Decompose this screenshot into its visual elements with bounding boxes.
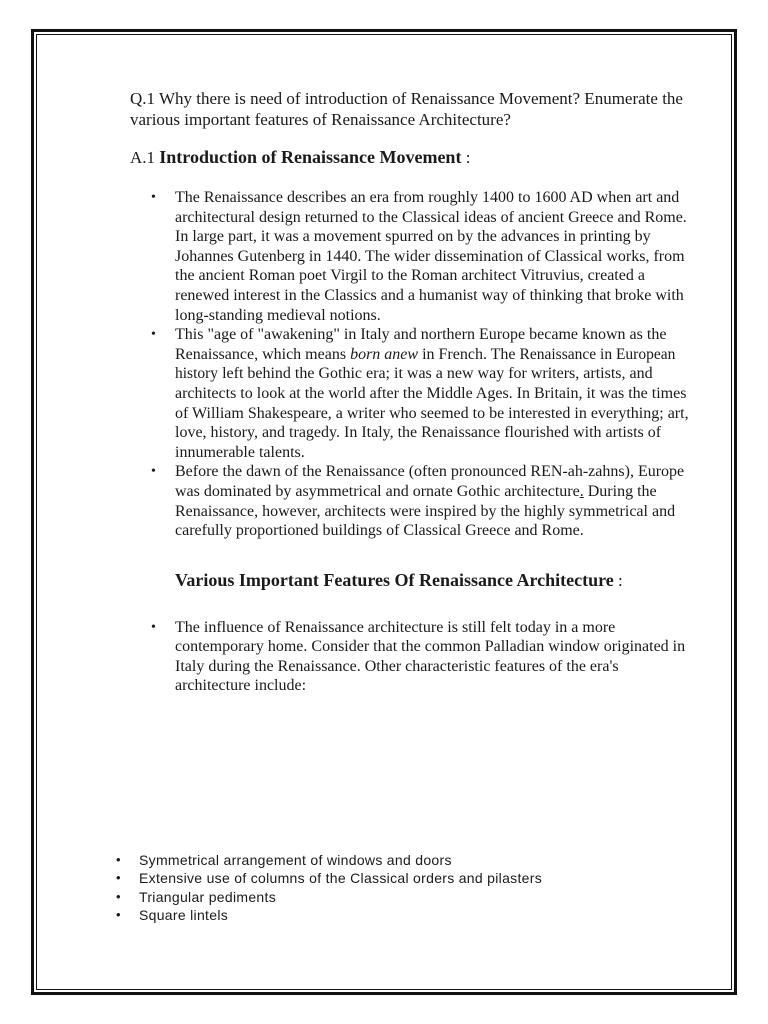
answer-prefix: A.1 — [130, 148, 160, 167]
list-item — [151, 462, 690, 540]
question-text: Q.1 Why there is need of introduction of Renaissance Movement? Enumerate the various important features of Renaissance Architecture? — [130, 89, 683, 129]
features-list — [116, 851, 542, 924]
bullet-icon: • — [116, 906, 121, 922]
bullet-text: in French. The — [418, 345, 520, 363]
bullet-icon: • — [116, 870, 121, 886]
list-item — [151, 325, 690, 462]
list-item — [151, 618, 690, 696]
bullet-text: During the Renaissance, however, architects were inspired by the highly symmetrical and carefully proportioned buildings of — [175, 482, 676, 540]
features-title: Various Important Features Of Renaissance Architecture — [175, 569, 614, 590]
list-item — [116, 906, 542, 924]
list-item — [116, 888, 542, 906]
list-item — [116, 851, 542, 869]
features-suffix: : — [613, 570, 623, 590]
bullet-icon: • — [151, 464, 156, 480]
link-renaissance-history[interactable]: Renaissance in European history — [175, 345, 676, 383]
bullet-text: The Renaissance describes an era from roughly 1400 to 1600 AD when art and architectural design returned to the Classical ideas of ancient Greece and Rome. In large part, it was a movement spurred on by the advances in printing by Johannes Gutenberg in 1440. The wider dissemination of Classical works, from the ancient Roman poet Virgil to the Roman architect Vitruvius, created a renewed interest in the Classics and a humanist way of thinking that broke with long-standing medieval notions. — [175, 189, 687, 324]
features-heading — [175, 569, 690, 592]
answer-heading — [130, 147, 690, 168]
bullet-icon: • — [151, 619, 156, 635]
list-item — [151, 188, 690, 325]
feature-text: Triangular pediments — [139, 888, 276, 905]
link-shakespeare[interactable]: times of William Shakespeare — [175, 384, 687, 422]
link-classical-greece-rome[interactable]: Classical Greece and Rome. — [403, 522, 584, 540]
bullet-text: left behind the Gothic era; it was a new way for writers, artists, and architects to look at the world after the Middle Ages. In Britain, it was the — [175, 365, 653, 402]
answer-suffix: : — [461, 148, 471, 167]
underlined-dot: . — [579, 482, 584, 500]
feature-text: Square lintels — [139, 906, 229, 923]
document-body — [130, 88, 690, 696]
features-lead-list — [130, 618, 690, 696]
intro-bullet-list — [130, 188, 690, 541]
bullet-text: This "age of "awakening" in Italy and northern Europe became known as the Renaissance, which means — [175, 326, 667, 363]
bullet-icon: • — [116, 888, 121, 904]
bullet-icon: • — [151, 190, 156, 205]
bullet-text: Before the dawn of the Renaissance (often pronounced REN-ah-zahns), Europe was dominated by asymmetrical and ornate Gothic architecture — [175, 463, 685, 500]
feature-text: Symmetrical arrangement of windows and doors — [139, 852, 452, 868]
answer-title: Introduction of Renaissance Movement — [159, 147, 462, 167]
italic-term: born anew — [350, 345, 419, 363]
feature-text: Extensive use of columns of the Classical orders and pilasters — [139, 870, 543, 887]
bullet-text: , a writer who seemed to be interested in everything; art, love, history, and tragedy. In Italy, the Renaissance flourished with artists of innumerable talents. — [175, 404, 689, 461]
bullet-icon: • — [151, 327, 156, 343]
features-lead-text: The influence of Renaissance architecture is still felt today in a more contemporary home. Consider that the common Palladian window originated in Italy during the Renaissance. Other characteristic features of the era's architecture include: — [175, 618, 686, 695]
bullet-icon: • — [116, 852, 121, 867]
list-item — [116, 869, 542, 887]
